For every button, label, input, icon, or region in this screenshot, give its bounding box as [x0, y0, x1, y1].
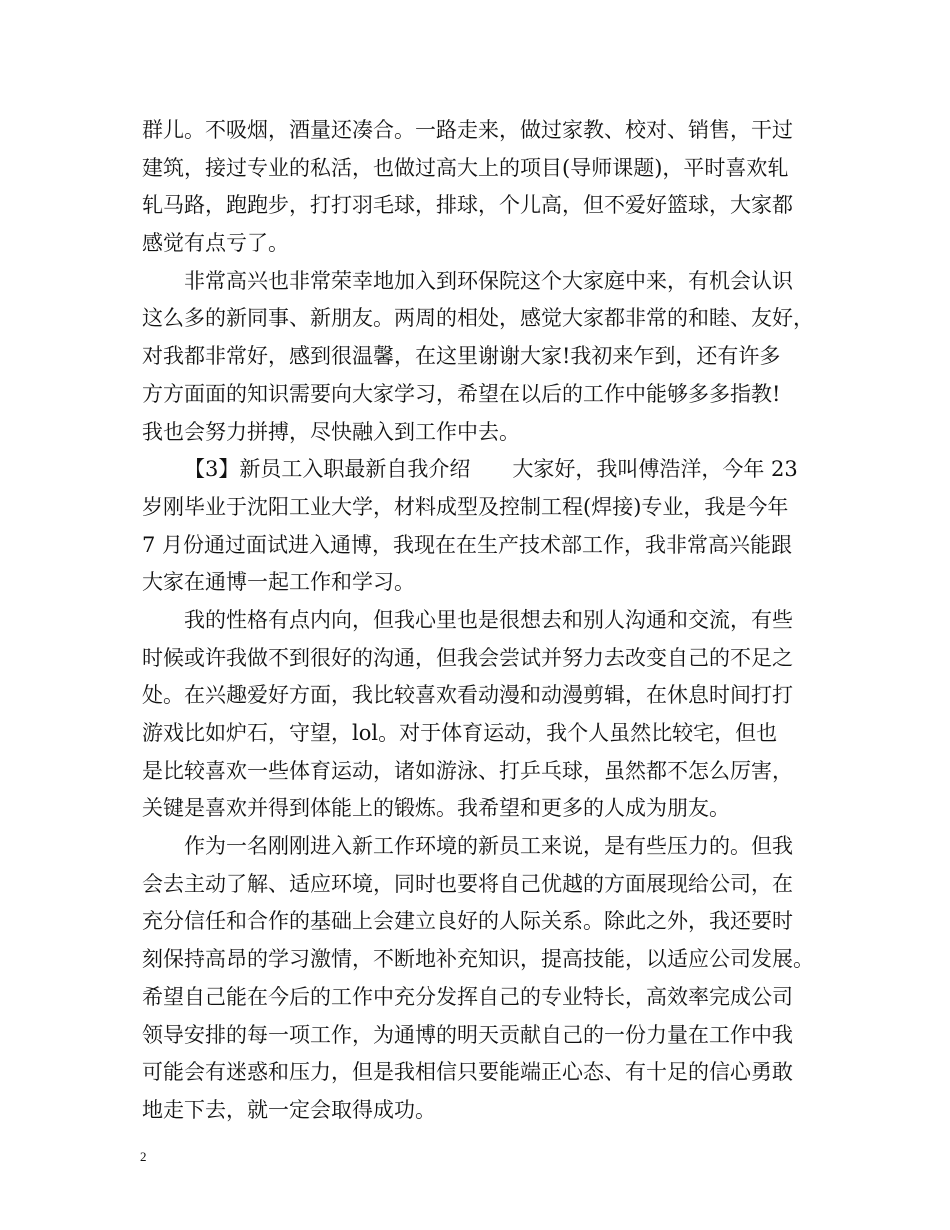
text-line: 大家在通博一起工作和学习。	[142, 570, 415, 595]
body-text	[142, 112, 832, 1130]
text-line: 希望自己能在今后的工作中充分发挥自己的专业特长，高效率完成公司	[142, 984, 793, 1009]
text-line: 感觉有点亏了。	[142, 231, 289, 256]
text-line: 我也会努力拼搏，尽快融入到工作中去。	[142, 419, 520, 444]
text-line: 我的性格有点内向，但我心里也是很想去和别人沟通和交流，有些	[184, 607, 793, 632]
text-line: 可能会有迷惑和压力，但是我相信只要能端正心态、有十足的信心勇敢	[142, 1060, 793, 1085]
text-line: 【3】新员工入职最新自我介绍 大家好，我叫傅浩洋，今年 23	[184, 457, 798, 482]
text-line: 对我都非常好，感到很温馨，在这里谢谢大家!我初来乍到，还有许多	[142, 344, 781, 369]
text-line: 非常高兴也非常荣幸地加入到环保院这个大家庭中来，有机会认识	[184, 268, 793, 293]
text-line: 作为一名刚刚进入新工作环境的新员工来说，是有些压力的。但我	[184, 834, 793, 859]
text-line: 地走下去，就一定会取得成功。	[142, 1097, 436, 1122]
text-line: 岁刚毕业于沈阳工业大学，材料成型及控制工程(焊接)专业，我是今年	[142, 494, 789, 519]
text-line: 领导安排的每一项工作，为通博的明天贡献自己的一份力量在工作中我	[142, 1022, 793, 1047]
text-line: 会去主动了解、适应环境，同时也要将自己优越的方面展现给公司，在	[142, 871, 793, 896]
text-line: 关键是喜欢并得到体能上的锻炼。我希望和更多的人成为朋友。	[142, 796, 730, 821]
page-number: 2	[140, 1149, 147, 1164]
text-line: 轧马路，跑跑步，打打羽毛球，排球，个儿高，但不爱好篮球，大家都	[142, 193, 793, 218]
text-line: 7 月份通过面试进入通博，我现在在生产技术部工作，我非常高兴能跟	[142, 532, 793, 557]
text-line: 处。在兴趣爱好方面，我比较喜欢看动漫和动漫剪辑，在休息时间打打	[142, 683, 793, 708]
text-line: 是比较喜欢一些体育运动，诸如游泳、打乒乓球，虽然都不怎么厉害，	[142, 758, 793, 783]
text-line: 这么多的新同事、新朋友。两周的相处，感觉大家都非常的和睦、友好，	[142, 306, 814, 331]
text-line: 时候或许我做不到很好的沟通，但我会尝试并努力去改变自己的不足之	[142, 645, 793, 670]
text-line: 建筑，接过专业的私活，也做过高大上的项目(导师课题)，平时喜欢轧	[142, 155, 789, 180]
text-line: 充分信任和合作的基础上会建立良好的人际关系。除此之外，我还要时	[142, 909, 793, 934]
text-line: 游戏比如炉石，守望，lol。对于体育运动，我个人虽然比较宅，但也	[142, 721, 778, 745]
text-line: 群儿。不吸烟，酒量还凑合。一路走来，做过家教、校对、销售，干过	[142, 118, 793, 142]
text-line: 方方面面的知识需要向大家学习，希望在以后的工作中能够多多指教!	[142, 381, 781, 406]
text-line: 刻保持高昂的学习激情，不断地补充知识，提高技能，以适应公司发展。	[142, 947, 814, 972]
